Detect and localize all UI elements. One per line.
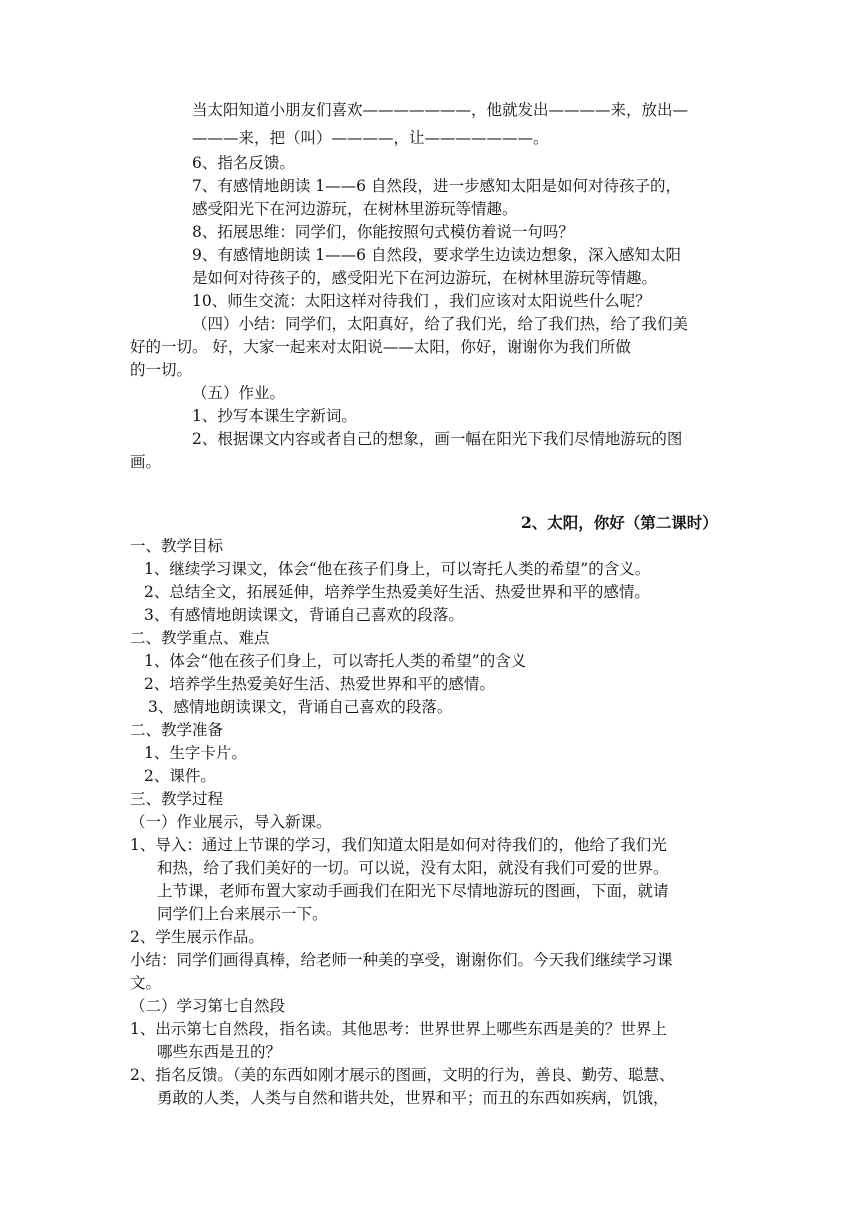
- text-line: 好的一切。 好，大家一起来对太阳说——太阳，你好，谢谢你为我们所做: [130, 338, 631, 356]
- heading-line: 二、教学重点、难点: [130, 629, 270, 647]
- text-line: 小结：同学们画得真棒，给老师一种美的享受，谢谢你们。今天我们继续学习课: [130, 951, 673, 969]
- text-line: 2、总结全文，拓展延伸，培养学生热爱美好生活、热爱世界和平的感情。: [144, 583, 650, 601]
- text-line: 勇敢的人类，人类与自然和谐共处，世界和平；而丑的东西如疾病，饥饿，: [157, 1089, 669, 1107]
- text-line: 3、感情地朗读课文，背诵自己喜欢的段落。: [148, 698, 453, 716]
- text-line: 1、出示第七自然段，指名读。其他思考：世界世界上哪些东西是美的？世界上: [130, 1020, 667, 1038]
- text-line: 7、有感情地朗读 1——6 自然段，进一步感知太阳是如何对待孩子的，: [192, 177, 681, 195]
- text-line: 1、体会“他在孩子们身上，可以寄托人类的希望”的含义: [144, 652, 527, 670]
- text-line: 2、课件。: [144, 767, 216, 785]
- text-line: 1、生字卡片。: [144, 744, 247, 762]
- section-title: 2、太阳，你好（第二课时）: [521, 513, 718, 532]
- text-line: 2、根据课文内容或者自己的想象，画一幅在阳光下我们尽情地游玩的图: [192, 430, 683, 448]
- text-line: 1、导入：通过上节课的学习，我们知道太阳是如何对待我们的，他给了我们光: [130, 836, 667, 854]
- text-line: 是如何对待孩子的，感受阳光下在河边游玩，在树林里游玩等情趣。: [192, 269, 658, 287]
- text-line: 上节课，老师布置大家动手画我们在阳光下尽情地游玩的图画，下面，就请: [157, 882, 669, 900]
- text-line: 的一切。: [130, 361, 193, 379]
- text-line: 同学们上台来展示一下。: [157, 905, 328, 923]
- text-line: 和热，给了我们美好的一切。可以说，没有太阳，就没有我们可爱的世界。: [157, 859, 669, 877]
- text-line: 1、抄写本课生字新词。: [192, 407, 357, 425]
- text-line: 哪些东西是丑的？: [157, 1043, 282, 1061]
- text-line: 当太阳知道小朋友们喜欢———————，他就发出————来，放出—: [192, 101, 689, 119]
- heading-line: 三、教学过程: [130, 790, 224, 808]
- text-line: 画。: [130, 453, 162, 471]
- text-line: 6、指名反馈。: [192, 154, 295, 172]
- text-line: 文。: [130, 974, 162, 992]
- text-line: （五）作业。: [192, 384, 286, 402]
- text-line: 8、拓展思维：同学们，你能按照句式模仿着说一句吗？: [192, 223, 574, 241]
- text-line: 10、师生交流：太阳这样对待我们 ，我们应该对太阳说些什么呢？: [192, 292, 651, 310]
- text-line: 2、指名反馈。（美的东西如刚才展示的图画，文明的行为，善良、勤劳、聪慧、: [130, 1066, 675, 1084]
- text-line: （一）作业展示，导入新课。: [130, 813, 332, 831]
- text-line: 1、继续学习课文，体会“他在孩子们身上，可以寄托人类的希望”的含义。: [144, 560, 651, 578]
- heading-line: 二、教学准备: [130, 721, 224, 739]
- text-line: （四）小结：同学们，太阳真好，给了我们光，给了我们热，给了我们美: [192, 315, 689, 333]
- text-line: 感受阳光下在河边游玩，在树林里游玩等情趣。: [192, 200, 518, 218]
- text-line: 3、有感情地朗读课文，背诵自己喜欢的段落。: [144, 606, 464, 624]
- text-line: （二）学习第七自然段: [130, 997, 286, 1015]
- text-line: 2、学生展示作品。: [130, 928, 264, 946]
- text-line: 9、有感情地朗读 1——6 自然段，要求学生边读边想象，深入感知太阳: [192, 246, 681, 264]
- text-line: 2、培养学生热爱美好生活、热爱世界和平的感情。: [144, 675, 495, 693]
- text-line: ———来，把（叫）————，让———————。: [192, 129, 549, 147]
- heading-line: 一、教学目标: [130, 537, 224, 555]
